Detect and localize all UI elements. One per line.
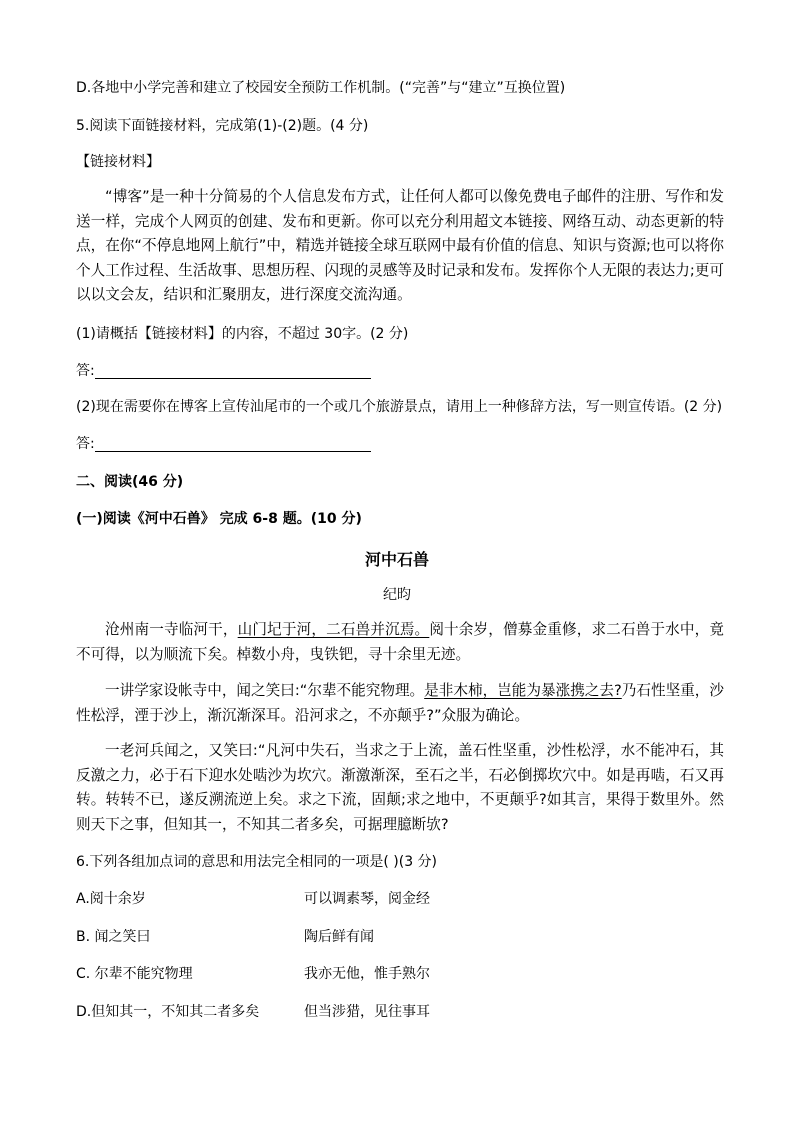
option-left: D.但知其一，不知其二者多矣 [76,1004,260,1020]
option-left: C. 尔辈不能究物理 [76,966,193,982]
option-row [76,966,193,982]
option-left: B. 闻之笑曰 [76,929,151,945]
material-paragraph: “博客”是一种十分简易的个人信息发布方式，让任何人都可以像免费电子邮件的注册、写作和发送一样，完成个人网页的创建、发布和更新。你可以充分利用超文本链接、网络互动、动态更新的特点，在你“不停息地网上航行”中，精选并链接全球互联网中最有价值的信息、知识与资源;也可以将你个人工作过程、生活故事、思想历程、闪现的灵感等及时记录和发布。发挥你个人无限的表达力;更可以以文会友，结识和汇聚朋友，进行深度交流沟通。 [76,188,724,304]
article-paragraph-2 [76,679,724,728]
question-5-1: (1)请概括【链接材料】的内容，不超过 30字。(2 分) [76,326,409,342]
article-author: 纪昀 [383,587,411,603]
underlined-sentence: 是非木柿，岂能为暴涨携之去? [424,682,622,699]
answer-line-2 [76,436,371,452]
answer-prefix: 答: [76,363,95,379]
option-row [76,929,151,945]
option-right: 可以调素琴，阅金经 [304,891,430,907]
answer-line-1 [76,363,371,379]
option-row [76,1004,259,1020]
option-right: 我亦无他，惟手熟尔 [304,966,430,982]
subsection-heading: (一)阅读《河中石兽》 完成 6-8 题。(10 分) [76,511,362,527]
article-title: 河中石兽 [364,550,429,569]
question-6: 6.下列各组加点词的意思和用法完全相同的一项是( )(3 分) [76,854,438,870]
paragraph-text: 沧州南一寺临河干， [105,621,238,638]
paragraph-text: 乃石性坚重，沙性松浮，湮于沙上，渐沉渐深耳。沿河求之，不亦颠乎?”众服为确论。 [76,682,724,724]
paragraph-text: 阅十余岁，僧募金重修，求二石兽于水中，竟不可得，以为顺流下矣。棹数小舟，曳铁钯，寻十余里无迹。 [76,621,724,663]
option-left: A.阅十余岁 [76,891,146,907]
material-heading: 【链接材料】 [76,154,160,170]
answer-blank-2[interactable] [95,437,371,452]
option-right: 但当涉猎，见往事耳 [304,1004,430,1020]
underlined-sentence: 山门圮于河，二石兽并沉焉。 [237,621,430,638]
article-paragraph-3: 一老河兵闻之，又笑曰:“凡河中失石，当求之于上流，盖石性坚重，沙性松浮，水不能冲石，其反激之力，必于石下迎水处啮沙为坎穴。渐激渐深，至石之半，石必倒掷坎穴中。如是再啮，石又再转。转转不已，遂反溯流逆上矣。求之下流，固颠;求之地中，不更颠乎?如其言，果得于数里外。然则天下之事，但知其一，不知其二者多矣，可据理臆断欤? [76,742,724,833]
paragraph-text: 一讲学家设帐寺中，闻之笑曰:“尔辈不能究物理。 [105,682,425,699]
answer-prefix: 答: [76,436,95,452]
option-d-line: D.各地中小学完善和建立了校园安全预防工作机制。(“完善”与“建立”互换位置) [76,80,566,96]
question-5: 5.阅读下面链接材料，完成第(1)-(2)题。(4 分) [76,118,369,134]
option-row [76,891,146,907]
section-heading: 二、阅读(46 分) [76,474,184,490]
article-paragraph-1 [76,618,724,667]
option-right: 陶后鲜有闻 [304,929,374,945]
answer-blank-1[interactable] [95,364,371,379]
question-5-2: (2)现在需要你在博客上宣传汕尾市的一个或几个旅游景点，请用上一种修辞方法，写一则宣传语。(2 分) [76,399,723,415]
